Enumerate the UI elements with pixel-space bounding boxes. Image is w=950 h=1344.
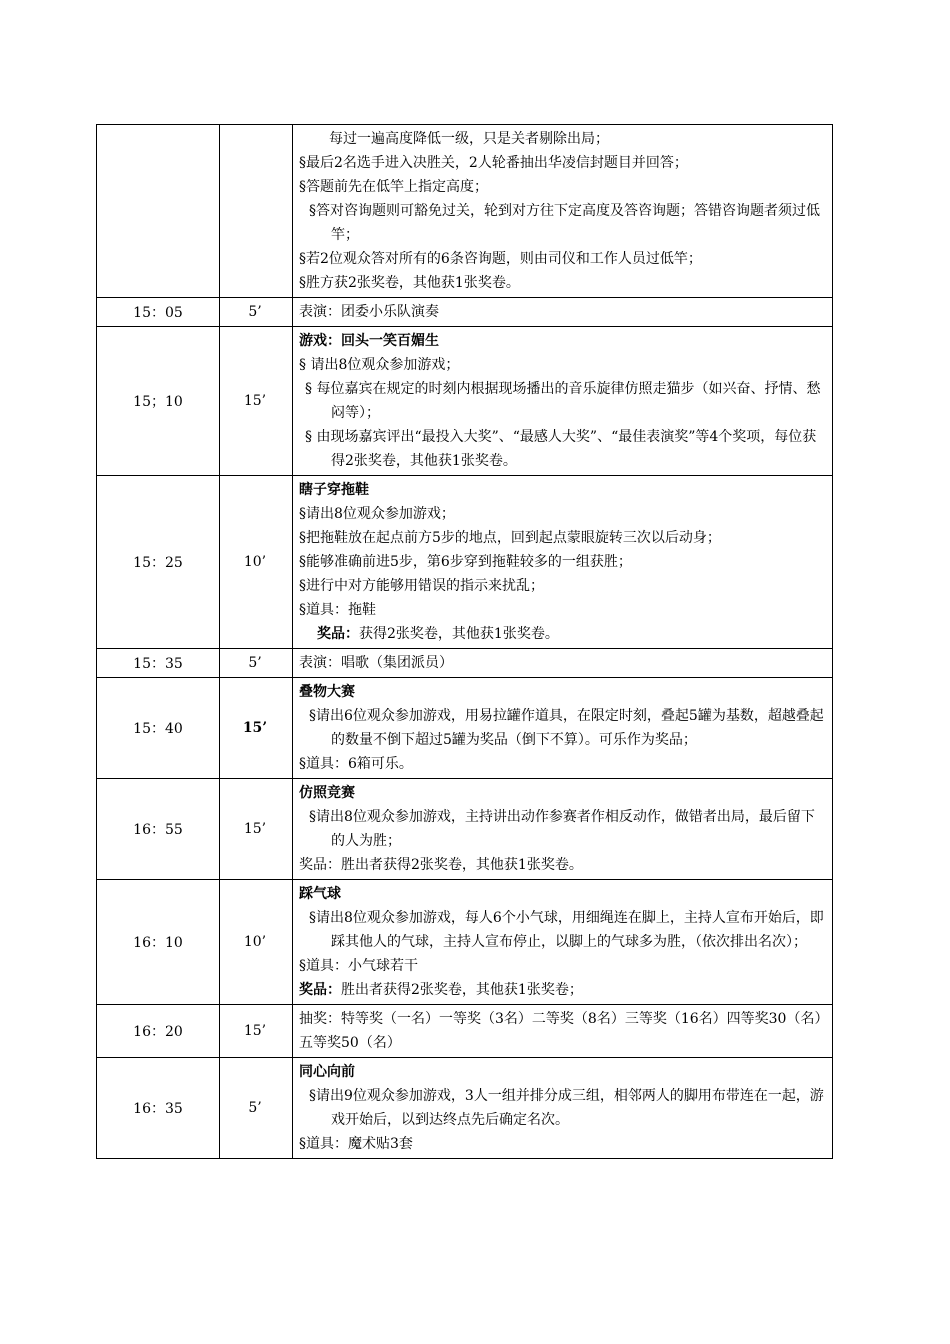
time-cell: 15：05 — [97, 298, 220, 327]
duration-cell: 15’ — [220, 779, 293, 880]
prize-label: 奖品： — [299, 982, 341, 998]
table-row — [97, 779, 833, 880]
item-line: §答题前先在低竿上指定高度； — [299, 179, 488, 195]
item-line: §请出8位观众参加游戏，每人6个小气球，用细绳连在脚上，主持人宣布开始后，即踩其他人的气球，主持人宣布停止，以脚上的气球多为胜，（依次排出名次）； — [309, 910, 824, 950]
item-line: §请出8位观众参加游戏； — [299, 506, 455, 522]
content-cell — [293, 1005, 833, 1058]
content-cell — [293, 1058, 833, 1159]
item-line: 表演：团委小乐队演奏 — [299, 304, 439, 320]
table-row — [97, 125, 833, 298]
item-line: §道具：6箱可乐。 — [299, 756, 413, 772]
duration-cell: 10’ — [220, 476, 293, 649]
item-line: 抽奖：特等奖（一名）一等奖（3名）二等奖（8名）三等奖（16名）四等奖30（名）五等奖50（名） — [299, 1011, 822, 1051]
content-cell — [293, 125, 833, 298]
content-cell — [293, 649, 833, 678]
item-line: § 每位嘉宾在规定的时刻内根据现场播出的音乐旋律仿照走猫步（如兴奋、抒情、愁闷等）； — [305, 381, 821, 421]
schedule-table-body — [97, 125, 833, 1159]
duration-cell: 15’ — [220, 1005, 293, 1058]
item-line: §请出9位观众参加游戏，3人一组并排分成三组，相邻两人的脚用布带连在一起，游戏开始后，以到达终点先后确定名次。 — [309, 1088, 824, 1128]
content-cell — [293, 327, 833, 476]
item-line: § 请出8位观众参加游戏； — [299, 357, 460, 373]
item-title: 仿照竞赛 — [299, 785, 355, 801]
table-row — [97, 327, 833, 476]
item-line: §道具：小气球若干 — [299, 958, 418, 974]
prize-label: 奖品： — [317, 626, 359, 642]
content-cell — [293, 476, 833, 649]
table-row — [97, 476, 833, 649]
time-cell: 16：10 — [97, 880, 220, 1005]
table-row — [97, 1058, 833, 1159]
table-row — [97, 880, 833, 1005]
item-line: §能够准确前进5步，第6步穿到拖鞋较多的一组获胜； — [299, 554, 632, 570]
content-cell — [293, 880, 833, 1005]
item-line: §道具：魔术贴3套 — [299, 1136, 413, 1152]
table-row — [97, 678, 833, 779]
item-line: 每过一遍高度降低一级，只是关者剔除出局； — [329, 131, 609, 147]
duration-cell — [220, 125, 293, 298]
item-title: 同心向前 — [299, 1064, 355, 1080]
schedule-table — [96, 124, 833, 1159]
duration-cell: 15’ — [220, 327, 293, 476]
item-line: §胜方获2张奖卷，其他获1张奖卷。 — [299, 275, 520, 291]
table-row — [97, 298, 833, 327]
duration-cell: 10’ — [220, 880, 293, 1005]
item-line: §最后2名选手进入决胜关，2人轮番抽出华凌信封题目并回答； — [299, 155, 688, 171]
item-line: 奖品：获得2张奖卷，其他获1张奖卷。 — [317, 626, 559, 642]
item-line: §进行中对方能够用错误的指示来扰乱； — [299, 578, 544, 594]
item-line: 奖品：胜出者获得2张奖卷，其他获1张奖卷； — [299, 982, 583, 998]
duration-cell: 5’ — [220, 1058, 293, 1159]
item-title: 叠物大赛 — [299, 684, 355, 700]
time-cell: 15：40 — [97, 678, 220, 779]
time-cell: 15：35 — [97, 649, 220, 678]
item-line: § 由现场嘉宾评出“最投入大奖”、“最感人大奖”、“最佳表演奖”等4个奖项，每位获得2张奖卷，其他获1张奖卷。 — [305, 429, 817, 469]
time-cell: 15：25 — [97, 476, 220, 649]
item-line: §请出6位观众参加游戏，用易拉罐作道具，在限定时刻，叠起5罐为基数，超越叠起的数量不倒下超过5罐为奖品（倒下不算）。可乐作为奖品； — [309, 708, 824, 748]
item-line: §答对咨询题则可豁免过关，轮到对方往下定高度及答咨询题；答错咨询题者须过低竿； — [309, 203, 820, 243]
item-line: §请出8位观众参加游戏，主持讲出动作参赛者作相反动作，做错者出局，最后留下的人为胜； — [309, 809, 815, 849]
item-line: §若2位观众答对所有的6条咨询题，则由司仪和工作人员过低竿； — [299, 251, 702, 267]
item-title: 瞎子穿拖鞋 — [299, 482, 369, 498]
duration-cell: 15’ — [220, 678, 293, 779]
content-cell — [293, 298, 833, 327]
time-cell — [97, 125, 220, 298]
time-cell: 16：35 — [97, 1058, 220, 1159]
item-line: 奖品：胜出者获得2张奖卷，其他获1张奖卷。 — [299, 857, 583, 873]
document-page — [96, 124, 832, 1159]
table-row — [97, 649, 833, 678]
item-line: 表演：唱歌（集团派员） — [299, 655, 453, 671]
content-cell — [293, 779, 833, 880]
time-cell: 16：20 — [97, 1005, 220, 1058]
time-cell: 16：55 — [97, 779, 220, 880]
duration-cell: 5’ — [220, 649, 293, 678]
duration-cell: 5’ — [220, 298, 293, 327]
table-row — [97, 1005, 833, 1058]
item-title: 游戏：回头一笑百媚生 — [299, 333, 439, 349]
item-line: §把拖鞋放在起点前方5步的地点，回到起点蒙眼旋转三次以后动身； — [299, 530, 721, 546]
content-cell — [293, 678, 833, 779]
item-title: 踩气球 — [299, 886, 341, 902]
item-line: §道具：拖鞋 — [299, 602, 376, 618]
time-cell: 15；10 — [97, 327, 220, 476]
